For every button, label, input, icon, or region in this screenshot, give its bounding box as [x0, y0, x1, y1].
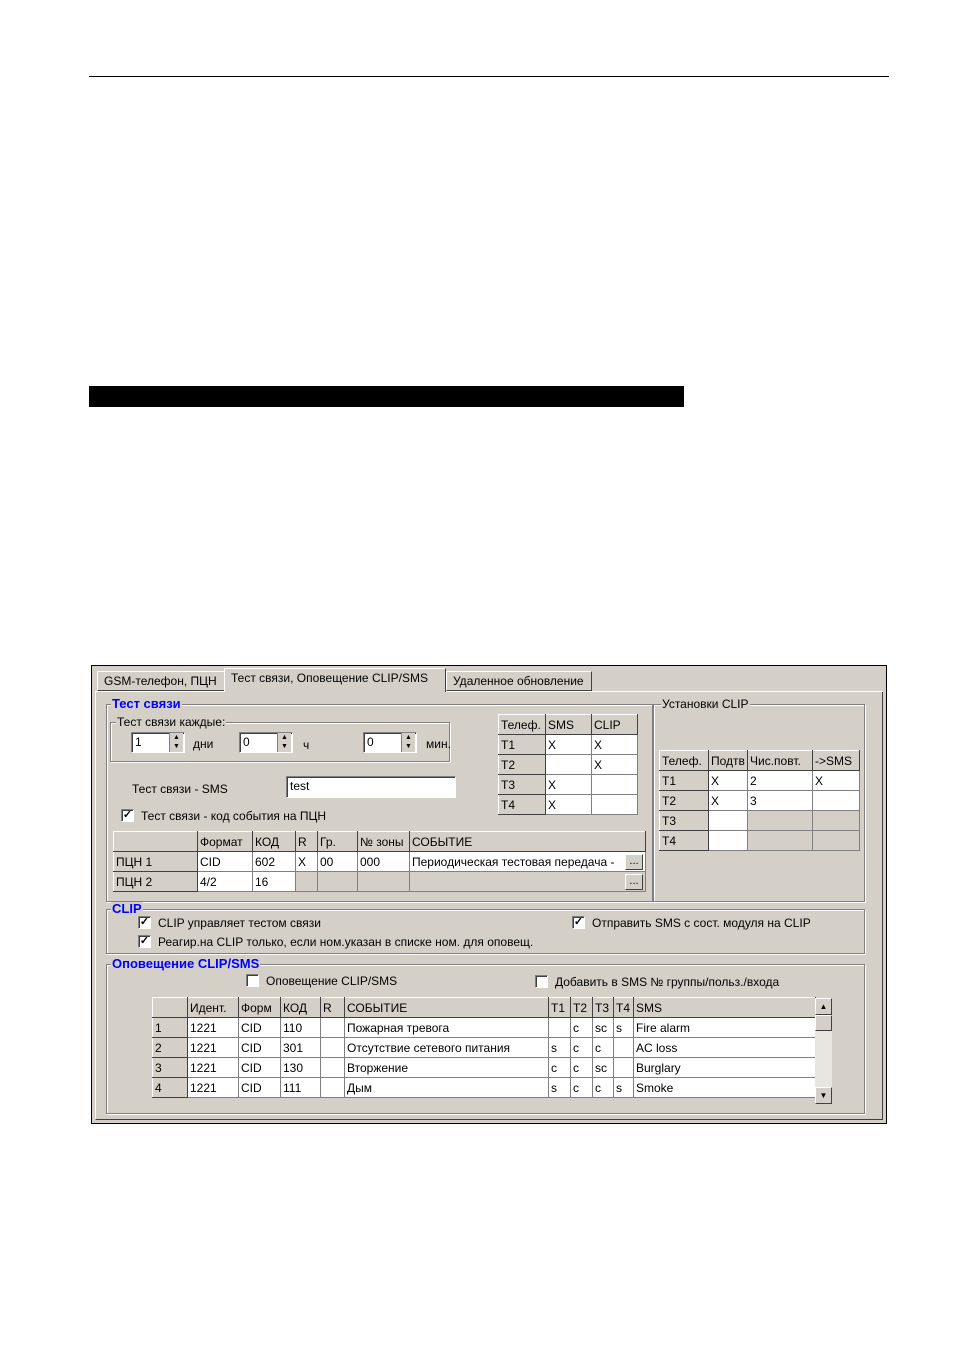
notify-cell[interactable]: 301: [281, 1038, 321, 1058]
phone-cell[interactable]: [592, 775, 638, 795]
notify-cell[interactable]: [614, 1058, 634, 1078]
notify-cell[interactable]: Smoke: [634, 1078, 816, 1098]
table-row: [660, 771, 860, 791]
phone-header-row: [499, 715, 638, 735]
clip-controls-test-checkbox[interactable]: ✓: [139, 916, 150, 928]
notify-cell[interactable]: s: [614, 1018, 634, 1038]
pcn-cell[interactable]: 00: [318, 852, 358, 872]
clip-cell[interactable]: [748, 811, 813, 831]
scroll-down-icon[interactable]: ▼: [815, 1087, 832, 1104]
phone-cell[interactable]: [592, 795, 638, 815]
clip-cell[interactable]: 2: [748, 771, 813, 791]
clip-header-row: [660, 751, 860, 771]
test-code-label: Тест связи - код события на ПЦН: [141, 809, 327, 823]
test-sms-input[interactable]: test: [286, 776, 456, 798]
clip-cell[interactable]: 3: [748, 791, 813, 811]
minutes-spinner[interactable]: 0 ▲ ▼: [363, 732, 417, 753]
notify-cell[interactable]: AC loss: [634, 1038, 816, 1058]
table-row: [499, 735, 638, 755]
notify-cell[interactable]: sc: [593, 1058, 614, 1078]
notify-cell[interactable]: c: [571, 1078, 593, 1098]
send-sms-state-checkbox[interactable]: ✓: [573, 916, 584, 928]
notify-header-cell: R: [321, 998, 345, 1018]
clip-cell: T1: [660, 771, 709, 791]
notify-cell[interactable]: s: [614, 1078, 634, 1098]
tab-panel: [95, 692, 883, 1120]
table-row: [660, 831, 860, 851]
notify-cell[interactable]: 1221: [188, 1058, 239, 1078]
notify-cell[interactable]: [321, 1078, 345, 1098]
table-row: [499, 755, 638, 775]
notify-cell[interactable]: CID: [239, 1018, 281, 1038]
clip-cell[interactable]: [709, 811, 748, 831]
table-row: [660, 811, 860, 831]
hours-spin-buttons[interactable]: ▲ ▼: [277, 733, 291, 752]
tab-remote-update[interactable]: Удаленное обновление: [446, 671, 592, 691]
phone-header-cell: Телеф.: [499, 715, 546, 735]
notify-group-title: Оповещение CLIP/SMS: [112, 956, 260, 971]
event-picker-button[interactable]: ...: [625, 854, 643, 870]
days-label: дни: [193, 737, 214, 751]
page-header-rule: [89, 76, 889, 77]
notify-cell[interactable]: c: [571, 1038, 593, 1058]
clip-cell[interactable]: X: [709, 771, 748, 791]
notify-header-cell: T2: [571, 998, 593, 1018]
table-row: [153, 1058, 816, 1078]
pcn-header-cell: СОБЫТИЕ: [410, 832, 646, 852]
clip-only-listed-label: Реагир.на CLIP только, если ном.указан в списке ном. для оповещ.: [158, 935, 534, 949]
notify-header-cell: Идент.: [188, 998, 239, 1018]
clip-controls-test-label: CLIP управляет тестом связи: [158, 916, 321, 930]
phone-cell: T2: [499, 755, 546, 775]
notify-cell[interactable]: 111: [281, 1078, 321, 1098]
notify-clip-sms-label: Оповещение CLIP/SMS: [266, 974, 398, 988]
tab-test-clip-sms[interactable]: Тест связи, Оповещение CLIP/SMS: [224, 668, 446, 692]
phone-test-table: [498, 714, 638, 815]
test-sms-label: Тест связи - SMS: [132, 782, 228, 796]
notify-table: [152, 997, 816, 1098]
notify-cell[interactable]: [321, 1058, 345, 1078]
clip-cell[interactable]: [813, 831, 860, 851]
pcn-cell[interactable]: 000: [358, 852, 410, 872]
pcn-cell: ПЦН 1: [114, 852, 198, 872]
clip-cell[interactable]: [813, 811, 860, 831]
clip-cell[interactable]: X: [709, 791, 748, 811]
notify-header-row: [153, 998, 816, 1018]
table-row: [114, 872, 646, 892]
notify-cell: 4: [153, 1078, 188, 1098]
pcn-header-row: [114, 832, 646, 852]
notify-cell[interactable]: sc: [593, 1018, 614, 1038]
notify-cell[interactable]: c: [549, 1058, 571, 1078]
phone-cell: T3: [499, 775, 546, 795]
add-group-number-label: Добавить в SMS № группы/польз./входа: [555, 975, 780, 989]
clip-header-cell: ->SMS: [813, 751, 860, 771]
settings-window: [91, 665, 887, 1124]
notify-cell[interactable]: 110: [281, 1018, 321, 1038]
add-group-number-checkbox[interactable]: [535, 975, 548, 988]
clip-cell: T2: [660, 791, 709, 811]
pcn-cell[interactable]: [410, 872, 646, 892]
table-row: [499, 775, 638, 795]
clip-only-listed-checkbox[interactable]: ✓: [139, 935, 150, 947]
pcn-cell[interactable]: [318, 872, 358, 892]
hours-label: ч: [303, 738, 310, 752]
clip-group-title: CLIP: [112, 901, 142, 916]
pcn-cell[interactable]: 4/2: [198, 872, 253, 892]
clip-settings-title: Установки CLIP: [662, 697, 749, 711]
notify-cell[interactable]: 1221: [188, 1018, 239, 1038]
clip-cell[interactable]: [813, 791, 860, 811]
notify-cell[interactable]: s: [549, 1038, 571, 1058]
table-row: [153, 1038, 816, 1058]
pcn-cell: ПЦН 2: [114, 872, 198, 892]
notify-header-cell: T3: [593, 998, 614, 1018]
notify-cell[interactable]: [549, 1018, 571, 1038]
pcn-header-cell: R: [296, 832, 318, 852]
notify-cell[interactable]: Дым: [345, 1078, 549, 1098]
clip-cell[interactable]: X: [813, 771, 860, 791]
notify-cell: 2: [153, 1038, 188, 1058]
notify-header-cell: [153, 998, 188, 1018]
table-row: [114, 852, 646, 872]
pcn-cell[interactable]: Периодическая тестовая передача - ...: [410, 852, 646, 872]
notify-cell[interactable]: Burglary: [634, 1058, 816, 1078]
clip-header-cell: Подтв: [709, 751, 748, 771]
table-row: [499, 795, 638, 815]
pcn-header-cell: № зоны: [358, 832, 410, 852]
test-interval-title: Тест связи каждые:: [117, 715, 226, 729]
notify-header-cell: Форм: [239, 998, 281, 1018]
notify-cell[interactable]: [614, 1038, 634, 1058]
notify-cell[interactable]: 1221: [188, 1038, 239, 1058]
days-spinner[interactable]: 1 ▲ ▼: [131, 732, 185, 753]
days-spin-buttons[interactable]: ▲ ▼: [169, 733, 183, 752]
scroll-up-icon[interactable]: ▲: [815, 998, 832, 1015]
pcn-cell[interactable]: [358, 872, 410, 892]
notify-cell[interactable]: CID: [239, 1058, 281, 1078]
clip-header-cell: Чис.повт.: [748, 751, 813, 771]
notify-cell[interactable]: CID: [239, 1078, 281, 1098]
phone-cell[interactable]: [546, 755, 592, 775]
notify-cell[interactable]: [321, 1018, 345, 1038]
notify-cell[interactable]: Fire alarm: [634, 1018, 816, 1038]
clip-cell[interactable]: [748, 831, 813, 851]
notify-header-cell: T4: [614, 998, 634, 1018]
pcn-header-cell: Формат: [198, 832, 253, 852]
notify-cell[interactable]: c: [593, 1038, 614, 1058]
notify-cell[interactable]: c: [571, 1018, 593, 1038]
notify-scrollbar[interactable]: [815, 998, 832, 1104]
pcn-header-cell: КОД: [253, 832, 296, 852]
phone-cell[interactable]: X: [592, 755, 638, 775]
phone-cell: T4: [499, 795, 546, 815]
notify-cell[interactable]: c: [571, 1058, 593, 1078]
pcn-cell[interactable]: [296, 872, 318, 892]
notify-cell[interactable]: s: [549, 1078, 571, 1098]
notify-cell: 1: [153, 1018, 188, 1038]
notify-header-cell: СОБЫТИЕ: [345, 998, 549, 1018]
notify-cell[interactable]: CID: [239, 1038, 281, 1058]
notify-cell[interactable]: Пожарная тревога: [345, 1018, 549, 1038]
pcn-cell[interactable]: CID: [198, 852, 253, 872]
table-row: [153, 1018, 816, 1038]
redacted-heading-bar: [89, 386, 684, 407]
notify-cell: 3: [153, 1058, 188, 1078]
notify-cell[interactable]: 130: [281, 1058, 321, 1078]
notify-header-cell: T1: [549, 998, 571, 1018]
phone-cell[interactable]: X: [546, 795, 592, 815]
phone-cell[interactable]: X: [546, 735, 592, 755]
notify-cell[interactable]: Вторжение: [345, 1058, 549, 1078]
phone-cell[interactable]: X: [592, 735, 638, 755]
table-row: [153, 1078, 816, 1098]
phone-header-cell: CLIP: [592, 715, 638, 735]
notify-header-cell: SMS: [634, 998, 816, 1018]
tab-gsm-phone[interactable]: GSM-телефон, ПЦН: [97, 671, 225, 691]
phone-header-cell: SMS: [546, 715, 592, 735]
pcn-cell[interactable]: 16: [253, 872, 296, 892]
notify-cell[interactable]: c: [593, 1078, 614, 1098]
notify-cell[interactable]: 1221: [188, 1078, 239, 1098]
table-row: [660, 791, 860, 811]
hours-spinner[interactable]: 0 ▲ ▼: [239, 732, 293, 753]
notify-cell[interactable]: Отсутствие сетевого питания: [345, 1038, 549, 1058]
pcn-cell[interactable]: 602: [253, 852, 296, 872]
clip-settings-table: [659, 750, 860, 851]
pcn-header-cell: [114, 832, 198, 852]
test-code-checkbox[interactable]: ✓: [122, 809, 133, 821]
event-picker-button[interactable]: ...: [625, 874, 643, 890]
notify-clip-sms-checkbox[interactable]: [246, 974, 259, 987]
minutes-label: мин.: [426, 737, 451, 751]
pcn-table: [113, 831, 646, 892]
notify-cell[interactable]: [321, 1038, 345, 1058]
clip-cell: T4: [660, 831, 709, 851]
minutes-spin-buttons[interactable]: ▲ ▼: [401, 733, 415, 752]
phone-cell: T1: [499, 735, 546, 755]
clip-header-cell: Телеф.: [660, 751, 709, 771]
send-sms-state-label: Отправить SMS с сост. модуля на CLIP: [592, 916, 811, 930]
test-group-title: Тест связи: [112, 696, 181, 711]
clip-cell[interactable]: [709, 831, 748, 851]
pcn-header-cell: Гр.: [318, 832, 358, 852]
notify-header-cell: КОД: [281, 998, 321, 1018]
pcn-cell[interactable]: X: [296, 852, 318, 872]
phone-cell[interactable]: X: [546, 775, 592, 795]
clip-cell: T3: [660, 811, 709, 831]
scroll-thumb[interactable]: [815, 1015, 832, 1031]
